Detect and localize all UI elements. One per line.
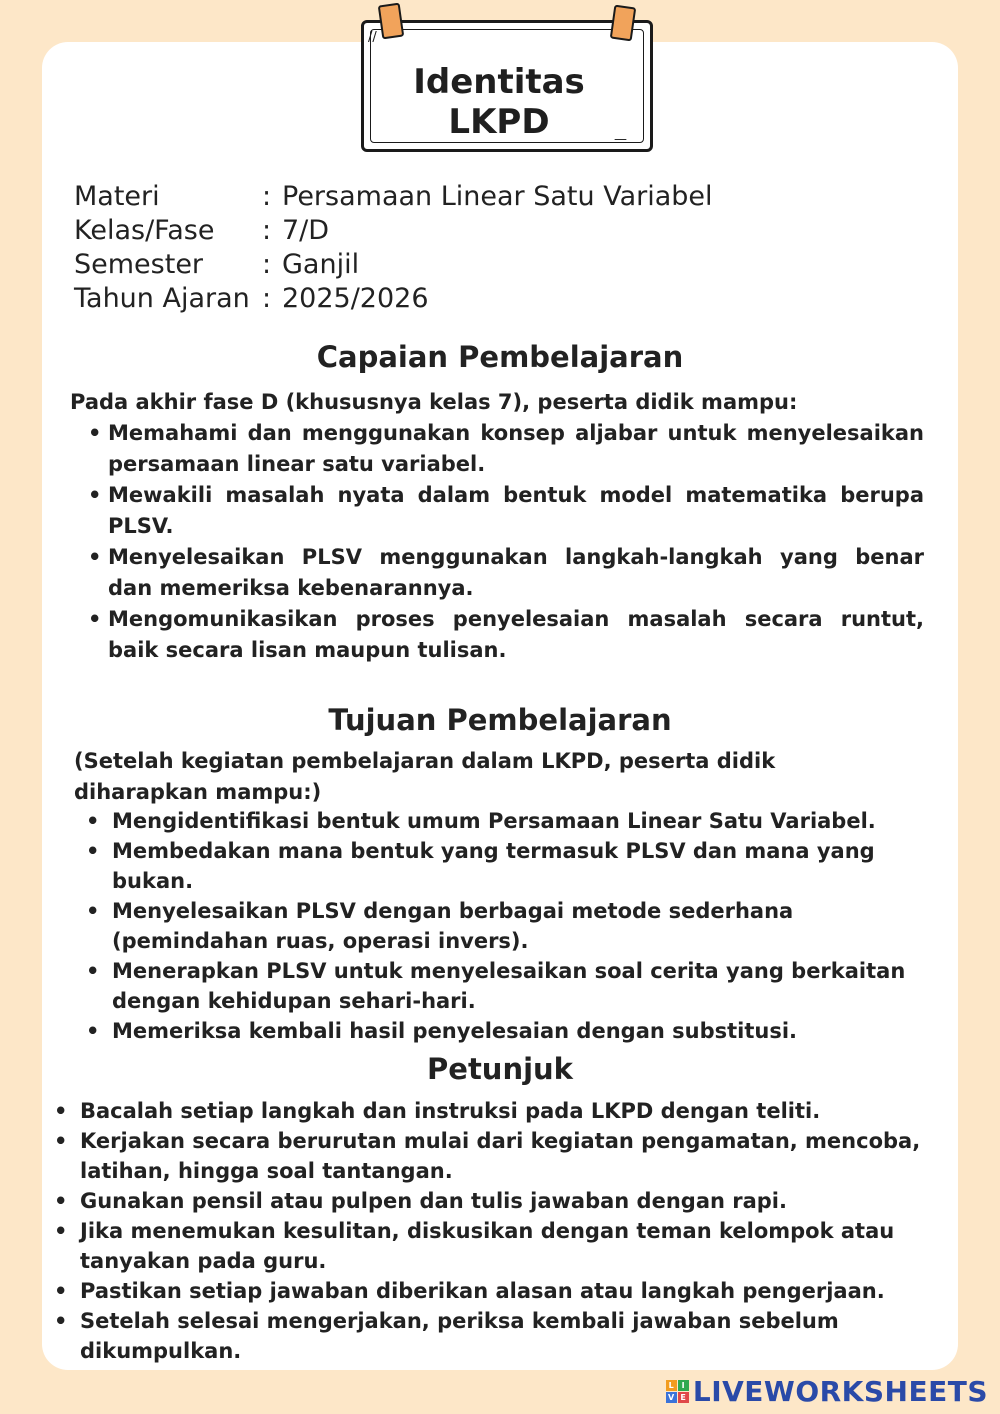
list-item-text: Membedakan mana bentuk yang termasuk PLSV dan mana yang bukan.: [112, 839, 875, 893]
identity-label: Materi: [74, 181, 160, 212]
tujuan-list: [86, 806, 952, 1046]
list-item: • Pastikan setiap jawaban diberikan alasan atau langkah pengerjaan.: [54, 1279, 885, 1303]
capaian-intro: Pada akhir fase D (khususnya kelas 7), peserta didik mampu:: [70, 390, 798, 414]
list-item: • Memeriksa kembali hasil penyelesaian dengan substitusi.: [86, 1019, 798, 1043]
identity-row: [74, 248, 713, 282]
logo-badge-cell: V: [666, 1392, 677, 1403]
list-item-text: Pastikan setiap jawaban diberikan alasan atau langkah pengerjaan.: [80, 1279, 885, 1303]
list-item-text: Mengidentifikasi bentuk umum Persamaan Linear Satu Variabel.: [112, 809, 876, 833]
capaian-heading: Capaian Pembelajaran: [316, 340, 684, 374]
identity-value: Ganjil: [282, 249, 360, 280]
list-item: • Kerjakan secara berurutan mulai dari kegiatan pengamatan, mencoba, latihan, hingga soal tantangan.: [54, 1129, 921, 1183]
identity-value: 7/D: [282, 215, 330, 246]
list-item-text: Setelah selesai mengerjakan, periksa kembali jawaban sebelum dikumpulkan.: [80, 1309, 839, 1363]
page-title: Identitas LKPD: [413, 62, 585, 142]
identity-value: Persamaan Linear Satu Variabel: [282, 181, 713, 212]
list-item-text: Menyelesaikan PLSV dengan berbagai metode sederhana (pemindahan ruas, operasi invers).: [112, 899, 794, 953]
liveworksheets-logo[interactable]: [666, 1375, 988, 1408]
scribble-decoration: //: [368, 30, 377, 45]
list-item: • Menyelesaikan PLSV menggunakan langkah-langkah yang benar dan memeriksa kebenarannya.: [88, 545, 924, 600]
identity-label: Kelas/Fase: [74, 215, 215, 246]
identity-colon: :: [262, 215, 272, 246]
identity-label: Semester: [74, 249, 204, 280]
list-item: • Membedakan mana bentuk yang termasuk PLSV dan mana yang bukan.: [86, 839, 875, 893]
identity-block: [74, 180, 713, 316]
petunjuk-heading: Petunjuk: [427, 1052, 573, 1086]
list-item-text: Mewakili masalah nyata dalam bentuk model matematika berupa PLSV.: [108, 483, 924, 538]
identity-row: [74, 282, 713, 316]
identity-colon: :: [262, 283, 272, 314]
identity-row: [74, 214, 713, 248]
list-item-text: Memahami dan menggunakan konsep aljabar untuk menyelesaikan persamaan linear satu variabel.: [108, 421, 924, 476]
tujuan-heading: Tujuan Pembelajaran: [328, 703, 672, 737]
list-item: • Mewakili masalah nyata dalam bentuk model matematika berupa PLSV.: [88, 483, 924, 538]
identity-label: Tahun Ajaran: [74, 283, 250, 314]
list-item-text: Mengomunikasikan proses penyelesaian masalah secara runtut, baik secara lisan maupun tulisan.: [108, 607, 924, 662]
tujuan-intro: (Setelah kegiatan pembelajaran dalam LKPD, peserta didik diharapkan mampu:): [74, 749, 776, 804]
list-item: • Memahami dan menggunakan konsep aljabar untuk menyelesaikan persamaan linear satu variabel.: [88, 421, 924, 476]
capaian-list: [88, 418, 924, 666]
list-item-text: Bacalah setiap langkah dan instruksi pada LKPD dengan teliti.: [80, 1099, 821, 1123]
logo-badge-cell: L: [666, 1380, 677, 1391]
logo-text: LIVEWORKSHEETS: [692, 1375, 988, 1408]
logo-badge-cell: E: [678, 1392, 689, 1403]
tape-right-decoration: [610, 5, 637, 42]
list-item: • Setelah selesai mengerjakan, periksa kembali jawaban sebelum dikumpulkan.: [54, 1309, 839, 1363]
list-item-text: Kerjakan secara berurutan mulai dari kegiatan pengamatan, mencoba, latihan, hingga soal tantangan.: [80, 1129, 921, 1183]
identity-row: [74, 180, 713, 214]
list-item-text: Menerapkan PLSV untuk menyelesaikan soal cerita yang berkaitan dengan kehidupan sehari-hari.: [112, 959, 906, 1013]
identity-value: 2025/2026: [282, 283, 429, 314]
list-item: • Menyelesaikan PLSV dengan berbagai metode sederhana (pemindahan ruas, operasi invers).: [86, 899, 794, 953]
list-item-text: Gunakan pensil atau pulpen dan tulis jawaban dengan rapi.: [80, 1189, 787, 1213]
list-item-text: Memeriksa kembali hasil penyelesaian dengan substitusi.: [112, 1019, 798, 1043]
list-item: • Jika menemukan kesulitan, diskusikan dengan teman kelompok atau tanyakan pada guru.: [54, 1219, 895, 1273]
logo-badge-icon: [666, 1380, 689, 1403]
list-item: • Gunakan pensil atau pulpen dan tulis jawaban dengan rapi.: [54, 1189, 787, 1213]
list-item: • Bacalah setiap langkah dan instruksi pada LKPD dengan teliti.: [54, 1099, 821, 1123]
scribble-decoration-2: —: [614, 132, 627, 147]
petunjuk-list: [54, 1096, 930, 1366]
identity-colon: :: [262, 181, 272, 212]
identity-colon: :: [262, 249, 272, 280]
list-item: • Mengomunikasikan proses penyelesaian masalah secara runtut, baik secara lisan maupun tulisan.: [88, 607, 924, 662]
list-item-text: Menyelesaikan PLSV menggunakan langkah-langkah yang benar dan memeriksa kebenarannya.: [108, 545, 924, 600]
tape-left-decoration: [378, 3, 405, 40]
list-item: • Mengidentifikasi bentuk umum Persamaan Linear Satu Variabel.: [86, 809, 876, 833]
list-item: • Menerapkan PLSV untuk menyelesaikan soal cerita yang berkaitan dengan kehidupan sehari-hari.: [86, 959, 906, 1013]
list-item-text: Jika menemukan kesulitan, diskusikan dengan teman kelompok atau tanyakan pada guru.: [80, 1219, 895, 1273]
logo-badge-cell: I: [678, 1380, 689, 1391]
